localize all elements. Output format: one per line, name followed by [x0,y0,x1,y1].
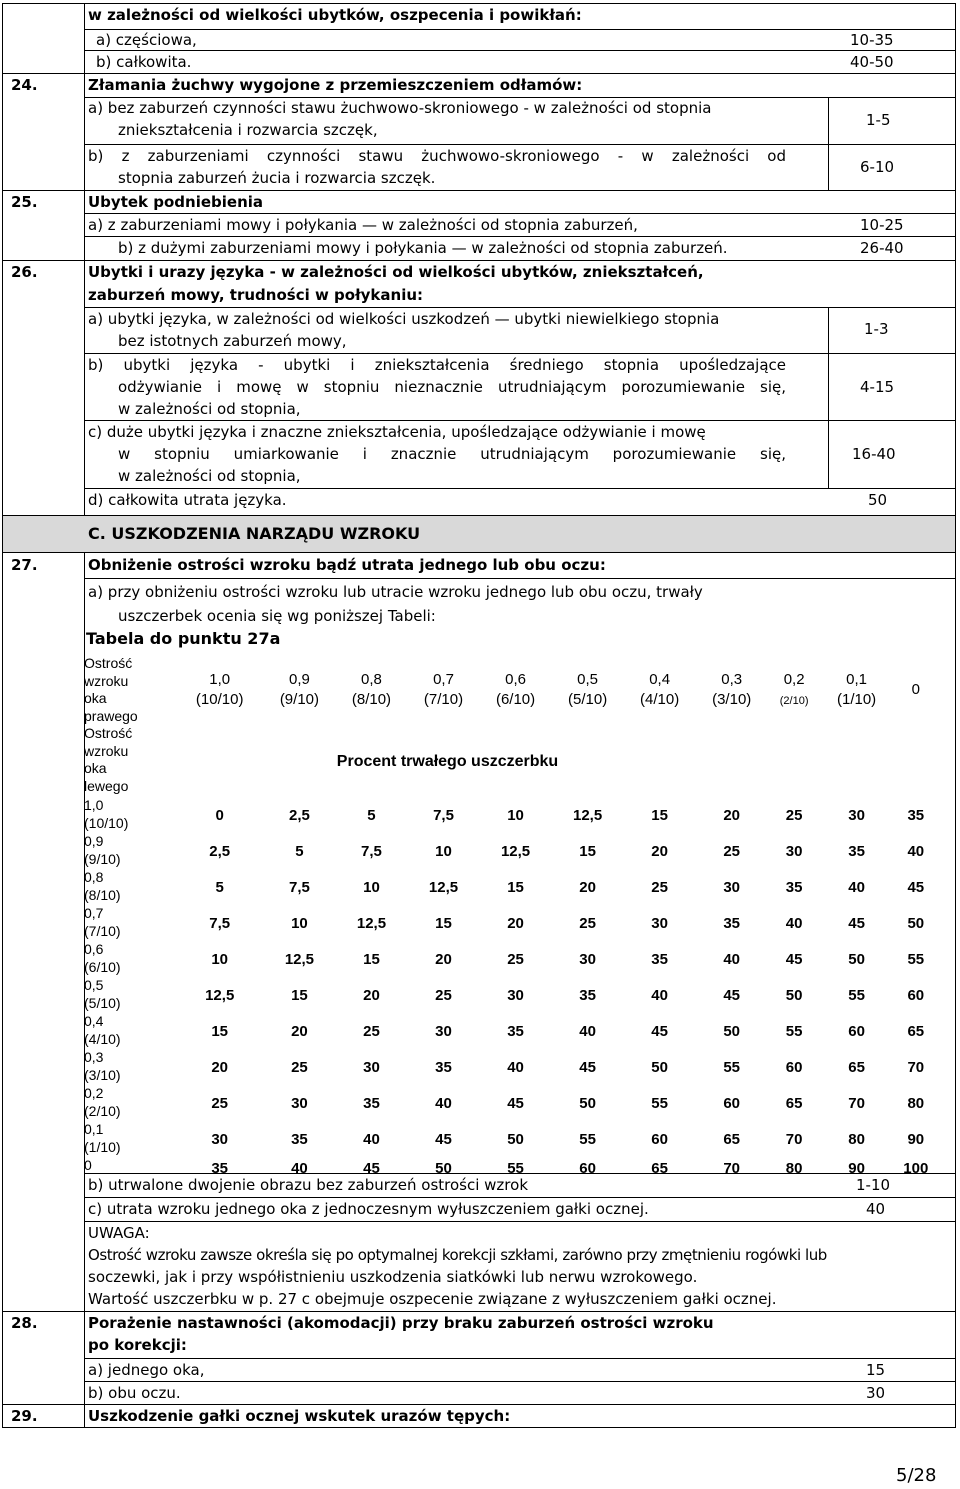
table-cell: 70 [723,1159,741,1177]
table-cell: 20 [651,842,668,860]
s27-b: b) utrwalone dwojenie obrazu bez zaburzeń ostrości wzrok [88,1176,529,1194]
table-cell: 60 [785,1058,803,1076]
table-cell: 15 [507,878,524,896]
table-cell: 90 [907,1130,925,1148]
s26-title-line2: zaburzeń mowy, trudności w połykaniu: [88,286,424,304]
s24-b-line2: stopnia zaburzeń żucia i rozwarcia szczęk. [118,169,436,187]
table-cell: 15 [211,1022,229,1040]
table-cell: 25 [785,806,803,824]
row-acuity-label: 0,6 (6/10) [84,941,121,975]
table-cell: 45 [651,1022,668,1040]
percent-caption: Procent trwałego uszczerbku [336,752,559,770]
table-row [84,1085,939,1121]
s28-b: b) obu oczu. [88,1384,181,1402]
table-cell: 15 [651,806,668,824]
table-cell: 25 [507,950,524,968]
table-cell: 40 [579,1022,596,1040]
s26-c-value: 16-40 [852,445,896,463]
item-b-label: b) całkowita. [96,53,192,71]
table-cell: 12,5 [573,806,603,824]
table-cell: 30 [363,1058,380,1076]
table-cell: 55 [579,1130,596,1148]
table-cell: 40 [785,914,803,932]
table-cell: 7,5 [361,842,382,860]
s24-number: 24. [11,76,38,94]
table-cell: 40 [848,878,865,896]
item-b-value: 40-50 [850,53,894,71]
table-cell: 80 [907,1094,925,1112]
table-cell: 25 [651,878,668,896]
table-cell: 20 [507,914,524,932]
table-cell: 25 [579,914,596,932]
s26-b-value: 4-15 [860,378,895,396]
table-cell: 30 [723,878,741,896]
s25-number: 25. [11,193,38,211]
table-cell: 45 [907,878,925,896]
note-line1: Ostrość wzroku zawsze określa się po optymalnej korekcji szkłami, zarówno przy zmętnieniu rogówki lub [88,1246,827,1264]
s24-title: Złamania żuchwy wygojone z przemieszczeniem odłamów: [88,76,583,94]
s27-b-value: 1-10 [856,1176,891,1194]
row-acuity-label: 1,0 (10/10) [84,797,129,831]
s27-c: c) utrata wzroku jednego oka z jednoczesnym wyłuszczeniem gałki ocznej. [88,1200,649,1218]
table-title: Tabela do punktu 27a [86,629,281,648]
s28-a: a) jednego oka, [88,1361,205,1379]
s24-a-line1: a) bez zaburzeń czynności stawu żuchwowo-skroniowego - w zależności od stopnia [88,99,712,117]
table-cell: 40 [291,1159,308,1177]
table-cell: 50 [579,1094,596,1112]
table-cell: 2,5 [209,842,231,860]
table-cell: 70 [785,1130,803,1148]
table-cell: 10 [507,806,524,824]
s28-title-line2: po korekcji: [88,1336,187,1354]
table-cell: 60 [579,1159,596,1177]
s27-title: Obniżenie ostrości wzroku bądź utrata jednego lub obu oczu: [88,556,606,574]
table-cell: 10 [291,914,308,932]
table-cell: 70 [848,1094,865,1112]
s28-a-value: 15 [866,1361,886,1379]
s26-c-line1: c) duże ubytki języka i znaczne zniekształcenia, upośledzające odżywianie i mowę [88,423,706,441]
row-acuity-label: 0,5 (5/10) [84,977,121,1011]
table-row [84,797,939,833]
row-acuity-label: 0,8 (8/10) [84,869,121,903]
acuity-table [84,655,939,1179]
table-cell: 45 [435,1130,452,1148]
col-header: 0,8 (8/10) [351,671,392,708]
table-cell: 12,5 [356,914,387,932]
table-cell: 2,5 [288,806,310,824]
table-row [84,833,939,869]
table-cell: 60 [723,1094,741,1112]
s26-b-line1: b) ubytki języka - ubytki i zniekształcenia średniego stopnia upośledzające [88,356,786,374]
row-acuity-label: 0 [84,1157,92,1173]
table-cell: 45 [848,914,865,932]
table-cell: 40 [507,1058,524,1076]
table-cell: 45 [723,986,741,1004]
table-cell: 45 [785,950,803,968]
table-cell: 20 [579,878,596,896]
table-cell: 12,5 [205,986,235,1004]
col-header: 0,2 (2/10) [779,670,809,707]
table-cell: 60 [651,1130,668,1148]
table-cell: 12,5 [284,950,315,968]
table-cell: 80 [848,1130,865,1148]
row-acuity-label: 0,9 (9/10) [84,833,121,867]
table-row [84,1121,939,1157]
table-cell: 5 [215,878,224,896]
table-cell: 50 [848,950,865,968]
s25-title: Ubytek podniebienia [88,193,264,211]
table-cell: 65 [907,1022,925,1040]
note-line3: Wartość uszczerbku w p. 27 c obejmuje oszpecenie związane z wyłuszczeniem gałki ocznej. [88,1290,777,1308]
table-cell: 7,5 [433,806,454,824]
table-cell: 35 [435,1058,452,1076]
table-cell: 25 [291,1058,308,1076]
table-cell: 5 [295,842,304,860]
s26-a-value: 1-3 [864,320,889,338]
table-row [84,977,939,1013]
table-cell: 60 [848,1022,865,1040]
s28-title-line1: Porażenie nastawności (akomodacji) przy braku zaburzeń ostrości wzroku [88,1314,714,1332]
table-cell: 65 [651,1159,668,1177]
s25-b: b) z dużymi zaburzeniami mowy i połykania — w zależności od stopnia zaburzeń. [118,239,728,257]
s26-b-line3: w zależności od stopnia, [118,400,301,418]
table-cell: 35 [723,914,741,932]
table-cell: 20 [435,950,452,968]
table-cell: 30 [848,806,865,824]
table-cell: 25 [723,842,741,860]
s29-number: 29. [11,1407,38,1425]
table-cell: 55 [907,950,925,968]
table-cell: 35 [507,1022,524,1040]
table-cell: 12,5 [500,842,531,860]
table-cell: 7,5 [288,878,310,896]
table-cell: 12,5 [428,878,459,896]
table-cell: 40 [363,1130,380,1148]
item-a-label: a) częściowa, [96,31,197,49]
col-header: 0,1 (1/10) [836,671,877,708]
row-acuity-label: 0,7 (7/10) [84,905,121,939]
s26-d: d) całkowita utrata języka. [88,491,287,509]
col-header: 1,0 (10/10) [195,671,244,708]
col-header: 0,6 (6/10) [495,671,536,708]
table-cell: 50 [723,1022,741,1040]
table-cell: 50 [785,986,803,1004]
table-cell: 50 [435,1159,452,1177]
right-eye-label: Ostrość wzroku oka prawego [84,655,138,724]
table-cell: 40 [651,986,668,1004]
page-number: 5/28 [896,1465,937,1486]
note-line2: soczewki, jak i przy współistnieniu uszkodzenia siatkówki lub nerwu wzrokowego. [88,1268,698,1286]
table-cell: 30 [435,1022,452,1040]
s24-a-value: 1-5 [866,111,891,129]
table-cell: 20 [723,806,741,824]
table-cell: 55 [785,1022,803,1040]
table-cell: 35 [363,1094,380,1112]
table-cell: 40 [723,950,741,968]
item-a-value: 10-35 [850,31,894,49]
table-cell: 35 [907,806,925,824]
table-cell: 5 [367,806,376,824]
table-cell: 7,5 [209,914,231,932]
table-cell: 35 [579,986,596,1004]
table-cell: 30 [211,1130,229,1148]
s26-d-value: 50 [868,491,888,509]
table-row [84,905,939,941]
s26-title-line1: Ubytki i urazy języka - w zależności od wielkości ubytków, zniekształceń, [88,263,704,281]
table-cell: 25 [435,986,452,1004]
col-header: 0,4 (4/10) [640,671,680,708]
s24-b-value: 6-10 [860,158,895,176]
table-cell: 30 [507,986,524,1004]
s26-c-line2: w stopniu umiarkowanie i znacznie utrudniającym porozumiewanie się, [118,445,786,463]
table-cell: 90 [848,1159,865,1177]
col-header: 0,9 (9/10) [279,671,319,708]
table-row [84,1013,939,1049]
table-cell: 35 [651,950,668,968]
s27-a-line1: a) przy obniżeniu ostrości wzroku lub utracie wzroku jednego lub obu oczu, trwały [88,583,703,601]
table-cell: 30 [579,950,596,968]
table-cell: 65 [785,1094,803,1112]
table-cell: 10 [363,878,380,896]
table-cell: 35 [211,1159,229,1177]
table-cell: 15 [435,914,452,932]
row-acuity-label: 0,4 (4/10) [84,1013,121,1047]
row-acuity-label: 0,2 (2/10) [84,1085,121,1119]
s25-a: a) z zaburzeniami mowy i połykania — w zależności od stopnia zaburzeń, [88,216,638,234]
table-cell: 15 [579,842,596,860]
table-row [84,941,939,977]
s26-b-line2: odżywianie i mowę w stopniu nieznacznie utrudniającym porozumiewanie się, [118,378,786,396]
s29-title: Uszkodzenie gałki ocznej wskutek urazów tępych: [88,1407,511,1425]
s27-c-value: 40 [866,1200,886,1218]
table-cell: 10 [435,842,452,860]
col-header: 0,7 (7/10) [423,671,464,708]
col-header: 0,3 (3/10) [712,671,752,708]
table-cell: 100 [903,1159,929,1177]
table-cell: 55 [848,986,865,1004]
table-cell: 25 [211,1094,229,1112]
table-cell: 35 [291,1130,308,1148]
table-cell: 60 [907,986,925,1004]
intro-text: w zależności od wielkości ubytków, oszpecenia i powikłań: [88,6,582,24]
table-cell: 80 [785,1159,803,1177]
table-cell: 55 [651,1094,668,1112]
table-cell: 65 [723,1130,741,1148]
table-cell: 20 [363,986,380,1004]
table-cell: 35 [848,842,865,860]
table-cell: 15 [291,986,308,1004]
table-cell: 45 [579,1058,596,1076]
table-cell: 40 [435,1094,452,1112]
table-cell: 50 [507,1130,524,1148]
table-cell: 45 [507,1094,524,1112]
col-header: 0 [911,681,920,698]
table-cell: 30 [291,1094,308,1112]
s25-b-value: 26-40 [860,239,904,257]
row-acuity-label: 0,3 (3/10) [84,1049,121,1083]
s26-a-line1: a) ubytki języka, w zależności od wielkości uszkodzeń — ubytki niewielkiego stopnia [88,310,720,328]
table-cell: 30 [651,914,668,932]
table-cell: 10 [211,950,229,968]
s24-b-line1: b) z zaburzeniami czynności stawu żuchwowo-skroniowego - w zależności od [88,147,786,165]
section-c-heading: C. USZKODZENIA NARZĄDU WZROKU [88,524,421,543]
s28-number: 28. [11,1314,38,1332]
table-cell: 20 [291,1022,308,1040]
table-cell: 35 [785,878,803,896]
row-acuity-label: 0,1 (1/10) [84,1121,121,1155]
table-cell: 55 [723,1058,741,1076]
table-cell: 40 [907,842,925,860]
s27-number: 27. [11,556,38,574]
s28-b-value: 30 [866,1384,886,1402]
table-cell: 50 [651,1058,668,1076]
note-title: UWAGA: [88,1224,150,1242]
table-cell: 0 [215,806,224,824]
left-eye-label: Ostrość wzroku oka lewego [84,725,133,794]
table-row [84,869,939,905]
table-cell: 55 [507,1159,524,1177]
table-row [84,1049,939,1085]
table-cell: 65 [848,1058,865,1076]
table-cell: 45 [363,1159,380,1177]
s27-a-line2: uszczerbek ocenia się wg poniższej Tabeli: [118,607,436,625]
table-cell: 70 [907,1058,925,1076]
table-cell: 20 [211,1058,229,1076]
table-cell: 15 [363,950,380,968]
table-cell: 30 [785,842,803,860]
s26-c-line3: w zależności od stopnia, [118,467,301,485]
table-cell: 25 [363,1022,380,1040]
col-header: 0,5 (5/10) [568,671,608,708]
s26-a-line2: bez istotnych zaburzeń mowy, [118,332,347,350]
table-cell: 50 [907,914,925,932]
s24-a-line2: zniekształcenia i rozwarcia szczęk, [118,121,378,139]
s25-a-value: 10-25 [860,216,904,234]
s26-number: 26. [11,263,38,281]
